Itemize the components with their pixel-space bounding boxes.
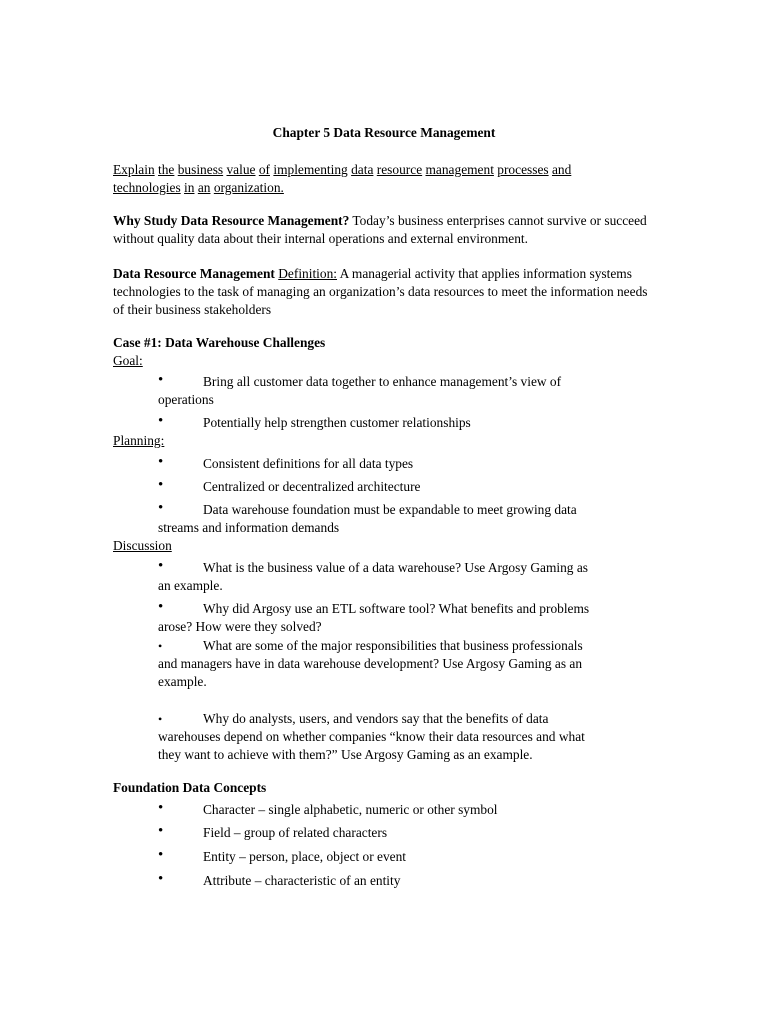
objective-word: management xyxy=(425,162,494,177)
discussion-item-2-line1: Why did Argosy use an ETL software tool? What benefits and problems xyxy=(203,601,590,616)
discussion-item-3-line1: What are some of the major responsibilities that business professionals xyxy=(203,638,583,653)
bullet-icon: • xyxy=(158,800,164,816)
foundation-item-3: Entity – person, place, object or event xyxy=(203,849,407,864)
why-study-paragraph xyxy=(113,212,658,248)
definition-label: Definition: xyxy=(278,266,338,281)
bullet-icon: • xyxy=(158,477,164,493)
planning-label: Planning: xyxy=(113,433,165,448)
objective-line-1 xyxy=(113,161,571,179)
bullet-icon: • xyxy=(158,823,164,839)
objective-line-2 xyxy=(113,179,284,197)
bullet-icon: • xyxy=(158,847,164,863)
discussion-label: Discussion xyxy=(113,538,172,553)
objective-word: the xyxy=(158,162,175,177)
bullet-icon: • xyxy=(158,500,164,516)
foundation-heading: Foundation Data Concepts xyxy=(113,780,267,795)
objective-word: Explain xyxy=(113,162,155,177)
foundation-item-2: Field – group of related characters xyxy=(203,825,388,840)
bullet-icon: • xyxy=(158,712,163,726)
page-title: Chapter 5 Data Resource Management xyxy=(272,125,496,140)
discussion-item-4-line1: Why do analysts, users, and vendors say that the benefits of data xyxy=(203,711,549,726)
discussion-item-4-line2: warehouses depend on whether companies “know their data resources and what xyxy=(158,729,585,744)
planning-item-1: Consistent definitions for all data types xyxy=(203,456,414,471)
objective-word: in xyxy=(184,180,195,195)
bullet-icon: • xyxy=(158,413,164,429)
objective-word: organization. xyxy=(213,180,284,195)
case-heading: Case #1: Data Warehouse Challenges xyxy=(113,335,326,350)
drm-term: Data Resource Management xyxy=(113,266,275,281)
objective-word: business xyxy=(177,162,224,177)
bullet-icon: • xyxy=(158,558,164,574)
discussion-item-3-line2: and managers have in data warehouse development? Use Argosy Gaming as an xyxy=(158,656,583,671)
goal-item-1-line2: operations xyxy=(158,392,214,407)
goal-item-1-line1: Bring all customer data together to enhance management’s view of xyxy=(203,374,562,389)
objective-word: an xyxy=(197,180,211,195)
planning-item-3-line1: Data warehouse foundation must be expandable to meet growing data xyxy=(203,502,577,517)
discussion-item-4-line3: they want to achieve with them?” Use Argosy Gaming as an example. xyxy=(158,747,533,762)
why-study-heading: Why Study Data Resource Management? xyxy=(113,213,350,228)
goal-label: Goal: xyxy=(113,353,143,368)
discussion-item-1-line1: What is the business value of a data warehouse? Use Argosy Gaming as xyxy=(203,560,589,575)
drm-definition-paragraph xyxy=(113,265,661,319)
foundation-item-4: Attribute – characteristic of an entity xyxy=(203,873,401,888)
objective-word: and xyxy=(551,162,572,177)
drm-definition-text: A managerial activity that applies information systems technologies to the task of managing an organization’s data resources to meet the information needs of their business stakeholders xyxy=(113,266,648,317)
bullet-icon: • xyxy=(158,639,163,653)
foundation-item-1: Character – single alphabetic, numeric or other symbol xyxy=(203,802,498,817)
objective-word: technologies xyxy=(113,180,181,195)
discussion-item-1-line2: an example. xyxy=(158,578,223,593)
why-study-text: Today’s business enterprises cannot survive or succeed without quality data about their internal operations and external environment. xyxy=(113,213,647,246)
objective-word: of xyxy=(258,162,270,177)
bullet-icon: • xyxy=(158,599,164,615)
bullet-icon: • xyxy=(158,871,164,887)
objective-word: resource xyxy=(376,162,423,177)
bullet-icon: • xyxy=(158,454,164,470)
objective-word: processes xyxy=(497,162,549,177)
discussion-item-2-line2: arose? How were they solved? xyxy=(158,619,322,634)
discussion-item-3-line3: example. xyxy=(158,674,207,689)
objective-word: data xyxy=(351,162,374,177)
objective-word: implementing xyxy=(273,162,348,177)
goal-item-2: Potentially help strengthen customer relationships xyxy=(203,415,471,430)
planning-item-2: Centralized or decentralized architecture xyxy=(203,479,421,494)
planning-item-3-line2: streams and information demands xyxy=(158,520,340,535)
objective-word: value xyxy=(226,162,256,177)
bullet-icon: • xyxy=(158,372,164,388)
